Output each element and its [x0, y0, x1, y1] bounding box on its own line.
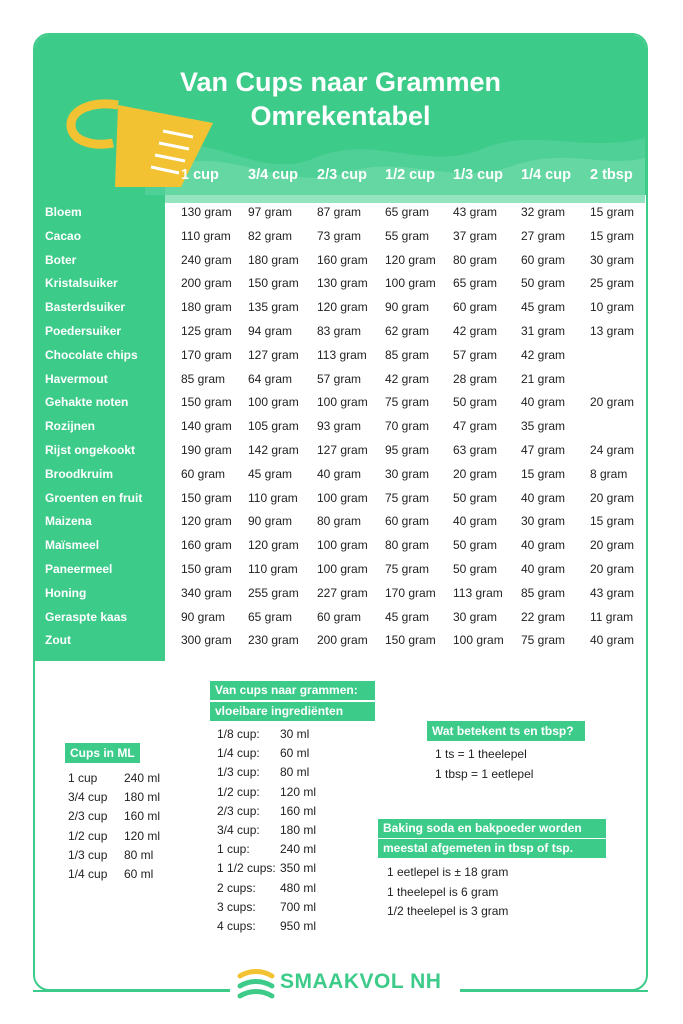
liquid-label: 2/3 cup: — [217, 803, 260, 818]
table-cell: 150 gram — [181, 395, 232, 410]
liquid-label: 1 1/2 cups: — [217, 861, 276, 876]
ingredient-name: Cacao — [45, 228, 82, 243]
table-cell: 150 gram — [181, 562, 232, 576]
liquid-label: 1/2 cup: — [217, 784, 260, 799]
table-cell: 64 gram — [248, 371, 293, 386]
conversion-card — [33, 33, 648, 991]
title-line-2: Omrekentabel — [250, 101, 431, 131]
liquid-label: 1/3 cup: — [217, 765, 260, 780]
liquid-value: 240 ml — [280, 842, 317, 857]
table-cell: 60 gram — [521, 252, 566, 267]
footer-rule-right — [455, 990, 648, 992]
table-cell: 85 gram — [521, 585, 566, 600]
table-cell: 57 gram — [317, 371, 362, 386]
table-cell: 120 gram — [248, 538, 299, 553]
baking-title-2: meestal afgemeten in tbsp of tsp. — [378, 839, 606, 858]
cups-ml-title: Cups in ML — [65, 743, 140, 763]
table-cell: 75 gram — [385, 490, 430, 505]
table-cell: 100 gram — [317, 490, 368, 505]
table-cell: 100 gram — [317, 395, 368, 410]
ingredient-name: Havermout — [45, 371, 108, 386]
ts-tbsp-title: Wat betekent ts en tbsp? — [427, 721, 585, 741]
table-cell: 100 gram — [317, 538, 368, 553]
table-cell: 127 gram — [248, 347, 299, 362]
table-cell: 110 gram — [248, 562, 298, 576]
table-cell: 113 gram — [453, 585, 503, 600]
table-cell: 42 gram — [521, 347, 566, 362]
table-cell: 40 gram — [590, 633, 635, 648]
table-cell: 42 gram — [385, 371, 430, 386]
liquid-value: 950 ml — [280, 919, 317, 933]
table-cell: 93 gram — [317, 419, 362, 434]
cups-ml-label: 1 cup — [68, 771, 98, 785]
table-cell: 15 gram — [590, 228, 635, 243]
ingredient-name: Bloem — [45, 205, 82, 219]
table-cell: 300 gram — [181, 633, 232, 648]
table-cell: 11 gram — [590, 609, 634, 624]
table-cell: 100 gram — [248, 395, 299, 410]
table-cell: 15 gram — [590, 514, 635, 529]
table-cell: 97 gram — [248, 205, 293, 219]
liquid-label: 1/8 cup: — [217, 727, 260, 741]
table-cell: 15 gram — [590, 205, 635, 219]
table-cell: 120 gram — [385, 252, 436, 267]
ingredient-name: Rozijnen — [45, 419, 95, 434]
table-cell: 50 gram — [453, 538, 498, 553]
liquid-label: 4 cups: — [217, 919, 256, 933]
table-cell: 8 gram — [590, 466, 628, 481]
ingredient-name: Geraspte kaas — [45, 609, 128, 624]
table-cell: 135 gram — [248, 300, 299, 315]
table-cell: 65 gram — [385, 205, 430, 219]
ingredient-column — [35, 195, 165, 661]
liquid-value: 60 ml — [280, 746, 310, 761]
brand-logo — [230, 966, 460, 1006]
column-header: 2/3 cup — [317, 167, 367, 183]
table-cell: 113 gram — [317, 347, 367, 362]
table-cell: 227 gram — [317, 585, 368, 600]
ingredient-name: Poedersuiker — [45, 324, 122, 338]
cups-ml-label: 1/3 cup — [68, 847, 108, 862]
table-cell: 43 gram — [590, 585, 635, 600]
table-cell: 120 gram — [181, 514, 232, 529]
table-cell: 85 gram — [181, 371, 226, 386]
baking-title-1: Baking soda en bakpoeder worden — [378, 819, 606, 838]
table-cell: 100 gram — [317, 562, 368, 576]
table-cell: 30 gram — [590, 252, 635, 267]
ingredient-name: Zout — [45, 633, 71, 648]
ingredient-name: Maizena — [45, 514, 92, 529]
table-cell: 30 gram — [385, 466, 430, 481]
liquid-value: 700 ml — [280, 899, 317, 914]
brand-logo-icon — [236, 968, 276, 1004]
table-cell: 20 gram — [590, 562, 635, 576]
table-cell: 130 gram — [181, 205, 232, 219]
table-cell: 50 gram — [453, 562, 498, 576]
liquid-value: 350 ml — [280, 861, 317, 876]
table-cell: 100 gram — [385, 276, 436, 291]
table-cell: 50 gram — [521, 276, 566, 291]
table-cell: 20 gram — [590, 538, 635, 553]
table-cell: 87 gram — [317, 205, 362, 219]
table-cell: 20 gram — [453, 466, 498, 481]
table-cell: 170 gram — [385, 585, 436, 600]
table-cell: 60 gram — [385, 514, 430, 529]
ingredient-name: Gehakte noten — [45, 395, 129, 410]
table-cell: 55 gram — [385, 228, 430, 243]
cups-ml-value: 160 ml — [124, 809, 161, 824]
table-cell: 27 gram — [521, 228, 566, 243]
liquid-label: 1 cup: — [217, 842, 250, 857]
table-cell: 37 gram — [453, 228, 498, 243]
header — [35, 35, 646, 195]
ingredient-name: Broodkruim — [45, 466, 114, 481]
table-cell: 170 gram — [181, 347, 232, 362]
table-cell: 150 gram — [181, 490, 232, 505]
table-cell: 105 gram — [248, 419, 299, 434]
liquids-title-2: vloeibare ingrediënten — [210, 702, 375, 721]
table-cell: 75 gram — [521, 633, 566, 648]
table-cell: 50 gram — [453, 395, 498, 410]
liquid-label: 3/4 cup: — [217, 823, 260, 837]
cups-ml-value: 80 ml — [124, 847, 154, 862]
table-cell: 30 gram — [521, 514, 566, 529]
cups-ml-label: 3/4 cup — [68, 790, 108, 805]
table-cell: 80 gram — [453, 252, 498, 267]
table-cell: 127 gram — [317, 443, 368, 457]
cups-ml-label: 1/4 cup — [68, 867, 108, 881]
ingredient-name: Kristalsuiker — [45, 276, 118, 291]
table-cell: 40 gram — [521, 538, 566, 553]
table-cell: 22 gram — [521, 609, 566, 624]
ts-tbsp-line: 1 tbsp = 1 eetlepel — [435, 767, 534, 781]
ingredient-name: Chocolate chips — [45, 347, 138, 362]
column-header: 1/4 cup — [521, 167, 571, 183]
table-cell: 47 gram — [521, 443, 566, 457]
table-cell: 230 gram — [248, 633, 299, 648]
table-cell: 200 gram — [317, 633, 368, 648]
table-cell: 95 gram — [385, 443, 430, 457]
table-cell: 200 gram — [181, 276, 232, 291]
table-cell: 42 gram — [453, 324, 498, 338]
table-cell: 31 gram — [521, 324, 566, 338]
table-cell: 40 gram — [317, 466, 362, 481]
table-cell: 125 gram — [181, 324, 232, 338]
ingredient-name: Honing — [45, 585, 87, 600]
table-cell: 180 gram — [181, 300, 232, 315]
table-cell: 190 gram — [181, 443, 232, 457]
table-cell: 40 gram — [521, 395, 566, 410]
baking-line: 1/2 theelepel is 3 gram — [387, 904, 509, 918]
cups-ml-value: 240 ml — [124, 771, 161, 785]
liquid-label: 1/4 cup: — [217, 746, 260, 761]
table-cell: 94 gram — [248, 324, 293, 338]
table-cell: 20 gram — [590, 490, 635, 505]
table-cell: 90 gram — [248, 514, 293, 529]
table-cell: 10 gram — [590, 300, 635, 315]
table-cell: 90 gram — [181, 609, 226, 624]
table-cell: 35 gram — [521, 419, 566, 434]
table-cell: 13 gram — [590, 324, 635, 338]
table-cell: 45 gram — [521, 300, 566, 315]
table-cell: 47 gram — [453, 419, 498, 434]
ingredient-name: Groenten en fruit — [45, 490, 143, 505]
table-cell: 73 gram — [317, 228, 362, 243]
table-cell: 40 gram — [453, 514, 498, 529]
column-header: 1 cup — [181, 167, 219, 183]
table-cell: 80 gram — [385, 538, 430, 553]
table-cell: 255 gram — [248, 585, 299, 600]
liquid-value: 480 ml — [280, 880, 317, 895]
column-header: 1/3 cup — [453, 167, 503, 183]
cups-ml-label: 2/3 cup — [68, 809, 108, 824]
table-cell: 90 gram — [385, 300, 430, 315]
column-header: 1/2 cup — [385, 167, 435, 183]
table-cell: 130 gram — [317, 276, 368, 291]
table-cell: 40 gram — [521, 490, 566, 505]
liquid-value: 80 ml — [280, 765, 310, 780]
column-header: 3/4 cup — [248, 167, 298, 183]
table-cell: 63 gram — [453, 443, 498, 457]
table-cell: 110 gram — [181, 228, 231, 243]
table-cell: 80 gram — [317, 514, 362, 529]
cups-ml-value: 180 ml — [124, 790, 161, 805]
table-cell: 120 gram — [317, 300, 368, 315]
table-cell: 60 gram — [317, 609, 362, 624]
table-cell: 82 gram — [248, 228, 293, 243]
table-cell: 43 gram — [453, 205, 498, 219]
table-cell: 340 gram — [181, 585, 232, 600]
table-cell: 32 gram — [521, 205, 566, 219]
table-cell: 21 gram — [521, 371, 566, 386]
table-cell: 60 gram — [453, 300, 498, 315]
table-cell: 50 gram — [453, 490, 498, 505]
table-cell: 65 gram — [453, 276, 498, 291]
ingredient-name: Paneermeel — [45, 562, 113, 576]
title-line-1: Van Cups naar Grammen — [179, 67, 502, 97]
liquid-label: 2 cups: — [217, 880, 256, 895]
table-cell: 62 gram — [385, 324, 430, 338]
liquid-value: 120 ml — [280, 784, 317, 799]
cups-ml-value: 120 ml — [124, 828, 161, 843]
table-cell: 150 gram — [248, 276, 299, 291]
table-cell: 24 gram — [590, 443, 635, 457]
table-cell: 110 gram — [248, 490, 298, 505]
table-cell: 75 gram — [385, 395, 430, 410]
table-cell: 20 gram — [590, 395, 635, 410]
table-cell: 40 gram — [521, 562, 566, 576]
table-cell: 45 gram — [248, 466, 293, 481]
table-cell: 65 gram — [248, 609, 293, 624]
table-cell: 75 gram — [385, 562, 430, 576]
ingredient-name: Rijst ongekookt — [45, 443, 136, 457]
liquid-value: 180 ml — [280, 823, 317, 837]
table-cell: 30 gram — [453, 609, 498, 624]
table-cell: 57 gram — [453, 347, 498, 362]
liquid-value: 30 ml — [280, 727, 310, 741]
cups-ml-value: 60 ml — [124, 867, 154, 881]
table-cell: 45 gram — [385, 609, 430, 624]
ingredient-name: Boter — [45, 252, 77, 267]
table-cell: 70 gram — [385, 419, 430, 434]
table-cell: 25 gram — [590, 276, 635, 291]
table-cell: 83 gram — [317, 324, 362, 338]
liquid-label: 3 cups: — [217, 899, 256, 914]
brand-name: SMAAKVOL NH — [280, 970, 442, 993]
baking-line: 1 theelepel is 6 gram — [387, 884, 499, 899]
baking-line: 1 eetlepel is ± 18 gram — [387, 865, 509, 879]
cups-ml-label: 1/2 cup — [68, 828, 108, 843]
ingredient-name: Basterdsuiker — [45, 300, 126, 315]
table-cell: 100 gram — [453, 633, 504, 648]
table-cell: 15 gram — [521, 466, 566, 481]
table-cell: 140 gram — [181, 419, 232, 434]
ts-tbsp-line: 1 ts = 1 theelepel — [435, 747, 527, 761]
column-header: 2 tbsp — [590, 167, 633, 183]
liquid-value: 160 ml — [280, 803, 317, 818]
ingredient-name: Maïsmeel — [45, 538, 100, 553]
table-cell: 160 gram — [317, 252, 368, 267]
table-cell: 240 gram — [181, 252, 232, 267]
table-cell: 85 gram — [385, 347, 430, 362]
table-cell: 180 gram — [248, 252, 299, 267]
liquids-title-1: Van cups naar grammen: — [210, 681, 375, 700]
table-cell: 160 gram — [181, 538, 232, 553]
page-title — [35, 65, 646, 133]
table-cell: 150 gram — [385, 633, 436, 648]
footer-rule-left — [33, 990, 233, 992]
table-cell: 28 gram — [453, 371, 498, 386]
table-cell: 60 gram — [181, 466, 226, 481]
table-cell: 142 gram — [248, 443, 299, 457]
